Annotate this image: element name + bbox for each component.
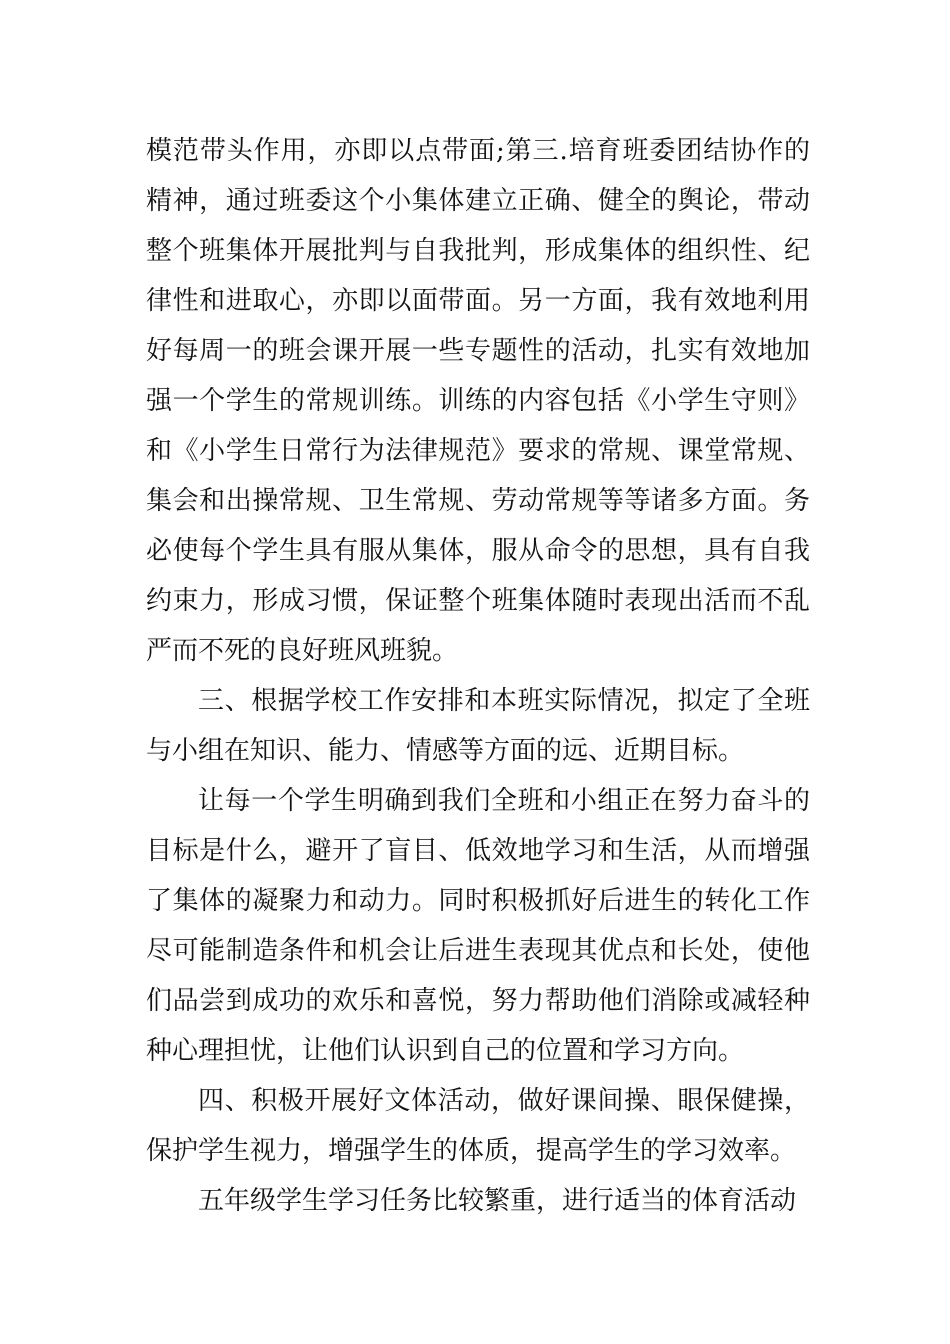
paragraph-3: 让每一个学生明确到我们全班和小组正在努力奋斗的目标是什么，避开了盲目、低效地学习和生活，从而增强了集体的凝聚力和动力。同时积极抓好后进生的转化工作尽可能制造条件和机会让后进生表现其优点和长处，使他们品尝到成功的欢乐和喜悦，努力帮助他们消除或减轻种种心理担忧，让他们认识到自己的位置和学习方向。 xyxy=(146,786,810,1066)
paragraph-5: 五年级学生学习任务比较繁重，进行适当的体育活动 xyxy=(198,1186,797,1216)
paragraph-2: 三、根据学校工作安排和本班实际情况，拟定了全班与小组在知识、能力、情感等方面的远、近期目标。 xyxy=(146,686,810,766)
paragraph-4: 四、积极开展好文体活动，做好课间操、眼保健操，保护学生视力，增强学生的体质，提高学生的学习效率。 xyxy=(146,1086,810,1166)
paragraph-1: 模范带头作用，亦即以点带面;第三.培育班委团结协作的精神，通过班委这个小集体建立正确、健全的舆论，带动整个班集体开展批判与自我批判，形成集体的组织性、纪律性和进取心，亦即以面带面。另一方面，我有效地利用好每周一的班会课开展一些专题性的活动，扎实有效地加强一个学生的常规训练。训练的内容包括《小学生守则》和《小学生日常行为法律规范》要求的常规、课堂常规、集会和出操常规、卫生常规、劳动常规等等诸多方面。务必使每个学生具有服从集体，服从命令的思想，具有自我约束力，形成习惯，保证整个班集体随时表现出活而不乱严而不死的良好班风班貌。 xyxy=(146,136,810,666)
document-body xyxy=(146,126,810,1226)
